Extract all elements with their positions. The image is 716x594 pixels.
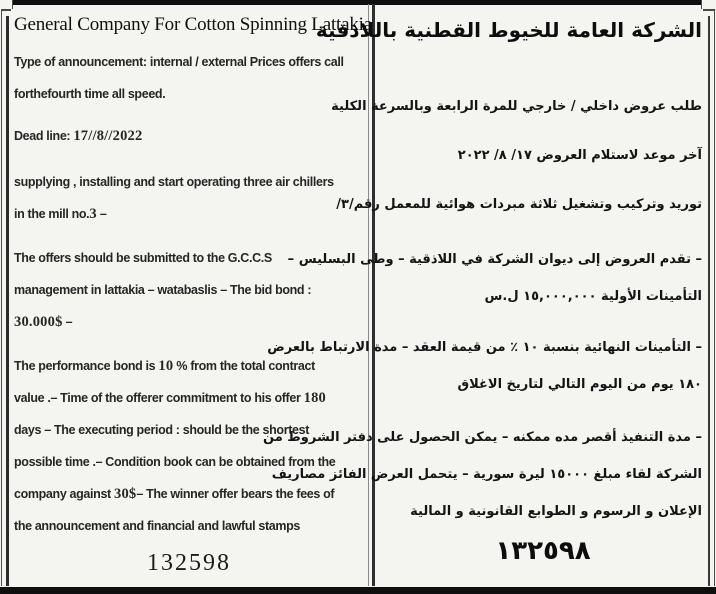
text-line: value .– Time of the offerer commitment to his offer 180 bbox=[14, 390, 326, 406]
announcement-type-paragraph bbox=[14, 46, 364, 110]
corner-fold-top-right-stub bbox=[701, 0, 702, 9]
text-line: توريد وتركيب وتشغيل ثلاثة مبردات هوائية للمعمل رقم/٣/ bbox=[336, 197, 702, 212]
subject-paragraph-ar bbox=[336, 186, 702, 223]
corner-fold-top-left bbox=[1, 9, 11, 11]
text-line: management in lattakia – watabaslis – The bid bond : bbox=[14, 283, 312, 297]
submission-paragraph-ar bbox=[287, 241, 702, 315]
page-border-bottom bbox=[0, 587, 716, 594]
text-line: طلب عروض داخلي / خارجي للمرة الرابعة وبالسرعة الكلية bbox=[331, 99, 702, 114]
text-line: – مدة التنفيذ أقصر مده ممكنه – يمكن الحصول على دفتر الشروط من bbox=[263, 430, 702, 445]
page-border-left-outer bbox=[1, 10, 2, 586]
text-line: forthefourth time all speed. bbox=[14, 87, 166, 101]
arabic-column bbox=[263, 10, 702, 566]
text-line: supplying , installing and start operating three air chillers bbox=[14, 175, 334, 189]
corner-fold-top-left-stub bbox=[12, 0, 13, 9]
deadline-paragraph-ar bbox=[384, 137, 702, 174]
reference-number-arabic: ١٣٢٥٩٨ bbox=[495, 536, 591, 566]
text-line: – التأمينات النهائية بنسبة ١٠ ٪ من قيمة العقد – مدة الارتباط بالعرض bbox=[267, 340, 702, 355]
text-line: ١٨٠ يوم من اليوم التالي لتاريخ الاغلاق bbox=[457, 377, 702, 392]
company-title-english: General Company For Cotton Spinning Lattakia bbox=[14, 14, 372, 35]
corner-fold-top-right bbox=[703, 9, 715, 11]
text-line: days – The executing period : should be the shortest bbox=[14, 423, 310, 437]
text-line: The offers should be submitted to the G.C.C.S bbox=[14, 251, 272, 265]
text-line: the announcement and financial and lawful stamps bbox=[14, 519, 301, 533]
deadline-paragraph bbox=[14, 120, 364, 152]
text-line: التأمينات الأولية ١٥,٠٠٠,٠٠٠ ل.س bbox=[484, 289, 702, 304]
subject-paragraph bbox=[14, 166, 364, 230]
announcement-type-paragraph-ar bbox=[331, 88, 702, 125]
company-title-arabic: الشركة العامة للخيوط القطنية باللاذقية bbox=[315, 18, 702, 42]
page-border-left-inner bbox=[6, 16, 9, 586]
guarantees-paragraph-ar bbox=[267, 329, 702, 403]
text-line: company against 30$– The winner offer bears the fees of bbox=[14, 486, 335, 502]
text-line: الشركة لقاء مبلغ ١٥٠٠٠ ليرة سورية – يتحمل العرض الفائز مصاريف bbox=[271, 467, 702, 482]
deadline-text: Dead line: 17//8//2022 bbox=[14, 128, 143, 144]
text-line: Type of announcement: internal / external Prices offers call bbox=[14, 55, 344, 69]
text-line: possible time .– Condition book can be obtained from the bbox=[14, 455, 336, 469]
text-line: الإعلان و الرسوم و الطوابع القانونية و المالية bbox=[410, 504, 702, 519]
reference-number-english: 132598 bbox=[147, 550, 231, 576]
text-line: 30.000$ – bbox=[14, 314, 73, 330]
text-line: in the mill no.3 – bbox=[14, 206, 107, 222]
page-border-right-inner bbox=[708, 16, 710, 586]
page-border-top bbox=[12, 0, 701, 5]
text-line: – تقدم العروض إلى ديوان الشركة في اللاذقية – وطى البسليس – bbox=[287, 252, 702, 267]
deadline-text-ar: آخر موعد لاستلام العروض ١٧/ ٨/ ٢٠٢٢ bbox=[457, 148, 702, 163]
text-line: The performance bond is 10 % from the total contract bbox=[14, 358, 315, 374]
page-border-right-outer bbox=[714, 10, 715, 586]
conditions-paragraph-ar bbox=[263, 419, 702, 530]
